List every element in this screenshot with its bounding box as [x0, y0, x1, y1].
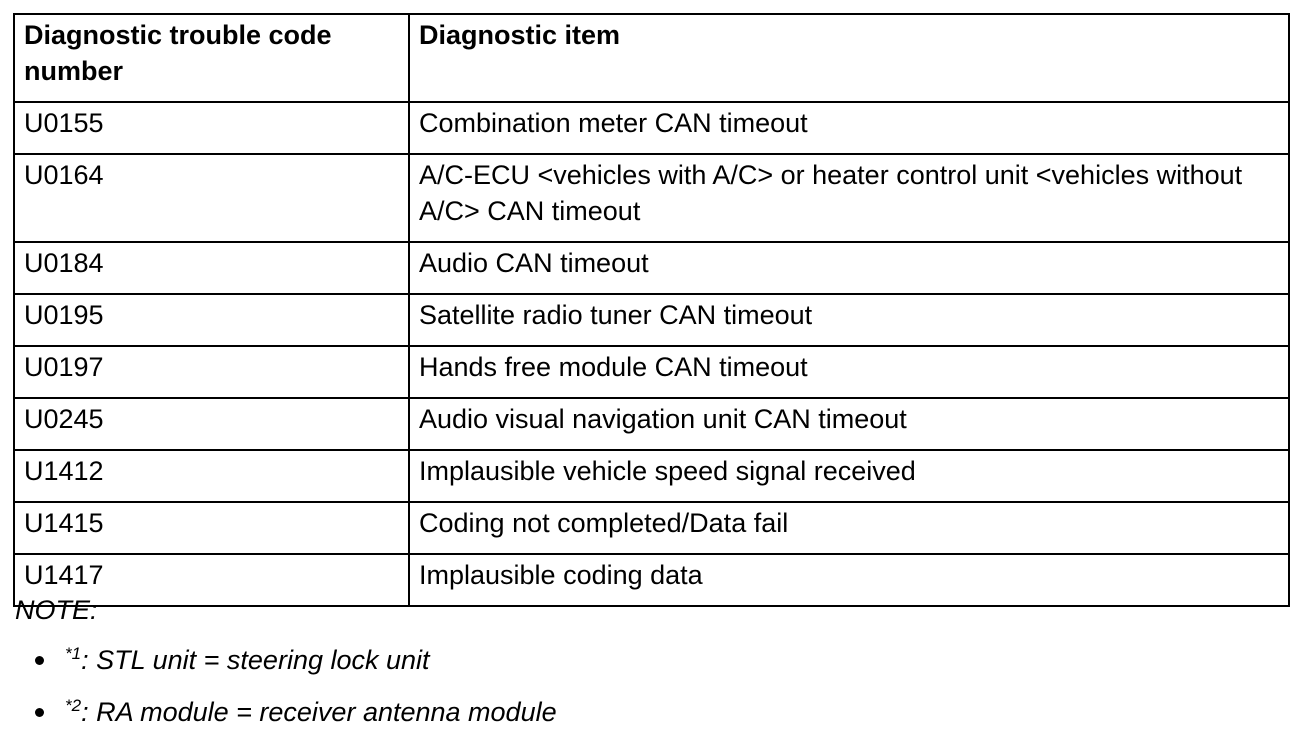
- dtc-table: [13, 13, 1290, 607]
- dtc-item: Combination meter CAN timeout: [409, 102, 1289, 154]
- note-text: : RA module = receiver antenna module: [81, 697, 557, 727]
- dtc-code: U1412: [14, 450, 409, 502]
- dtc-item: Audio CAN timeout: [409, 242, 1289, 294]
- note-text: : STL unit = steering lock unit: [81, 645, 430, 675]
- dtc-code: U1415: [14, 502, 409, 554]
- note-title: NOTE:: [15, 595, 98, 625]
- dtc-item: Implausible coding data: [409, 554, 1289, 606]
- note-item: [15, 694, 1295, 730]
- note-list: [15, 642, 1295, 730]
- table-row: [14, 154, 1289, 242]
- dtc-code: U0197: [14, 346, 409, 398]
- dtc-code: U0245: [14, 398, 409, 450]
- footnote-marker: *2: [65, 696, 82, 715]
- table-row: [14, 346, 1289, 398]
- table-row: [14, 398, 1289, 450]
- dtc-code: U1417: [14, 554, 409, 606]
- dtc-item: Implausible vehicle speed signal received: [409, 450, 1289, 502]
- table-row: [14, 294, 1289, 346]
- note-item: [15, 642, 1295, 678]
- table-row: [14, 450, 1289, 502]
- dtc-item: A/C-ECU <vehicles with A/C> or heater control unit <vehicles without A/C> CAN timeout: [409, 154, 1289, 242]
- dtc-item: Coding not completed/Data fail: [409, 502, 1289, 554]
- table-row: [14, 502, 1289, 554]
- dtc-code: U0155: [14, 102, 409, 154]
- bullet-icon: [35, 656, 44, 665]
- note-block: [15, 592, 1295, 746]
- dtc-code: U0164: [14, 154, 409, 242]
- dtc-code: U0195: [14, 294, 409, 346]
- dtc-item: Satellite radio tuner CAN timeout: [409, 294, 1289, 346]
- dtc-item: Audio visual navigation unit CAN timeout: [409, 398, 1289, 450]
- dtc-code: U0184: [14, 242, 409, 294]
- table-row: [14, 102, 1289, 154]
- table-row: [14, 242, 1289, 294]
- header-code: Diagnostic trouble code number: [14, 14, 409, 102]
- footnote-marker: *1: [65, 644, 82, 663]
- table-header-row: [14, 14, 1289, 102]
- header-item: Diagnostic item: [409, 14, 1289, 102]
- bullet-icon: [35, 708, 44, 717]
- dtc-item: Hands free module CAN timeout: [409, 346, 1289, 398]
